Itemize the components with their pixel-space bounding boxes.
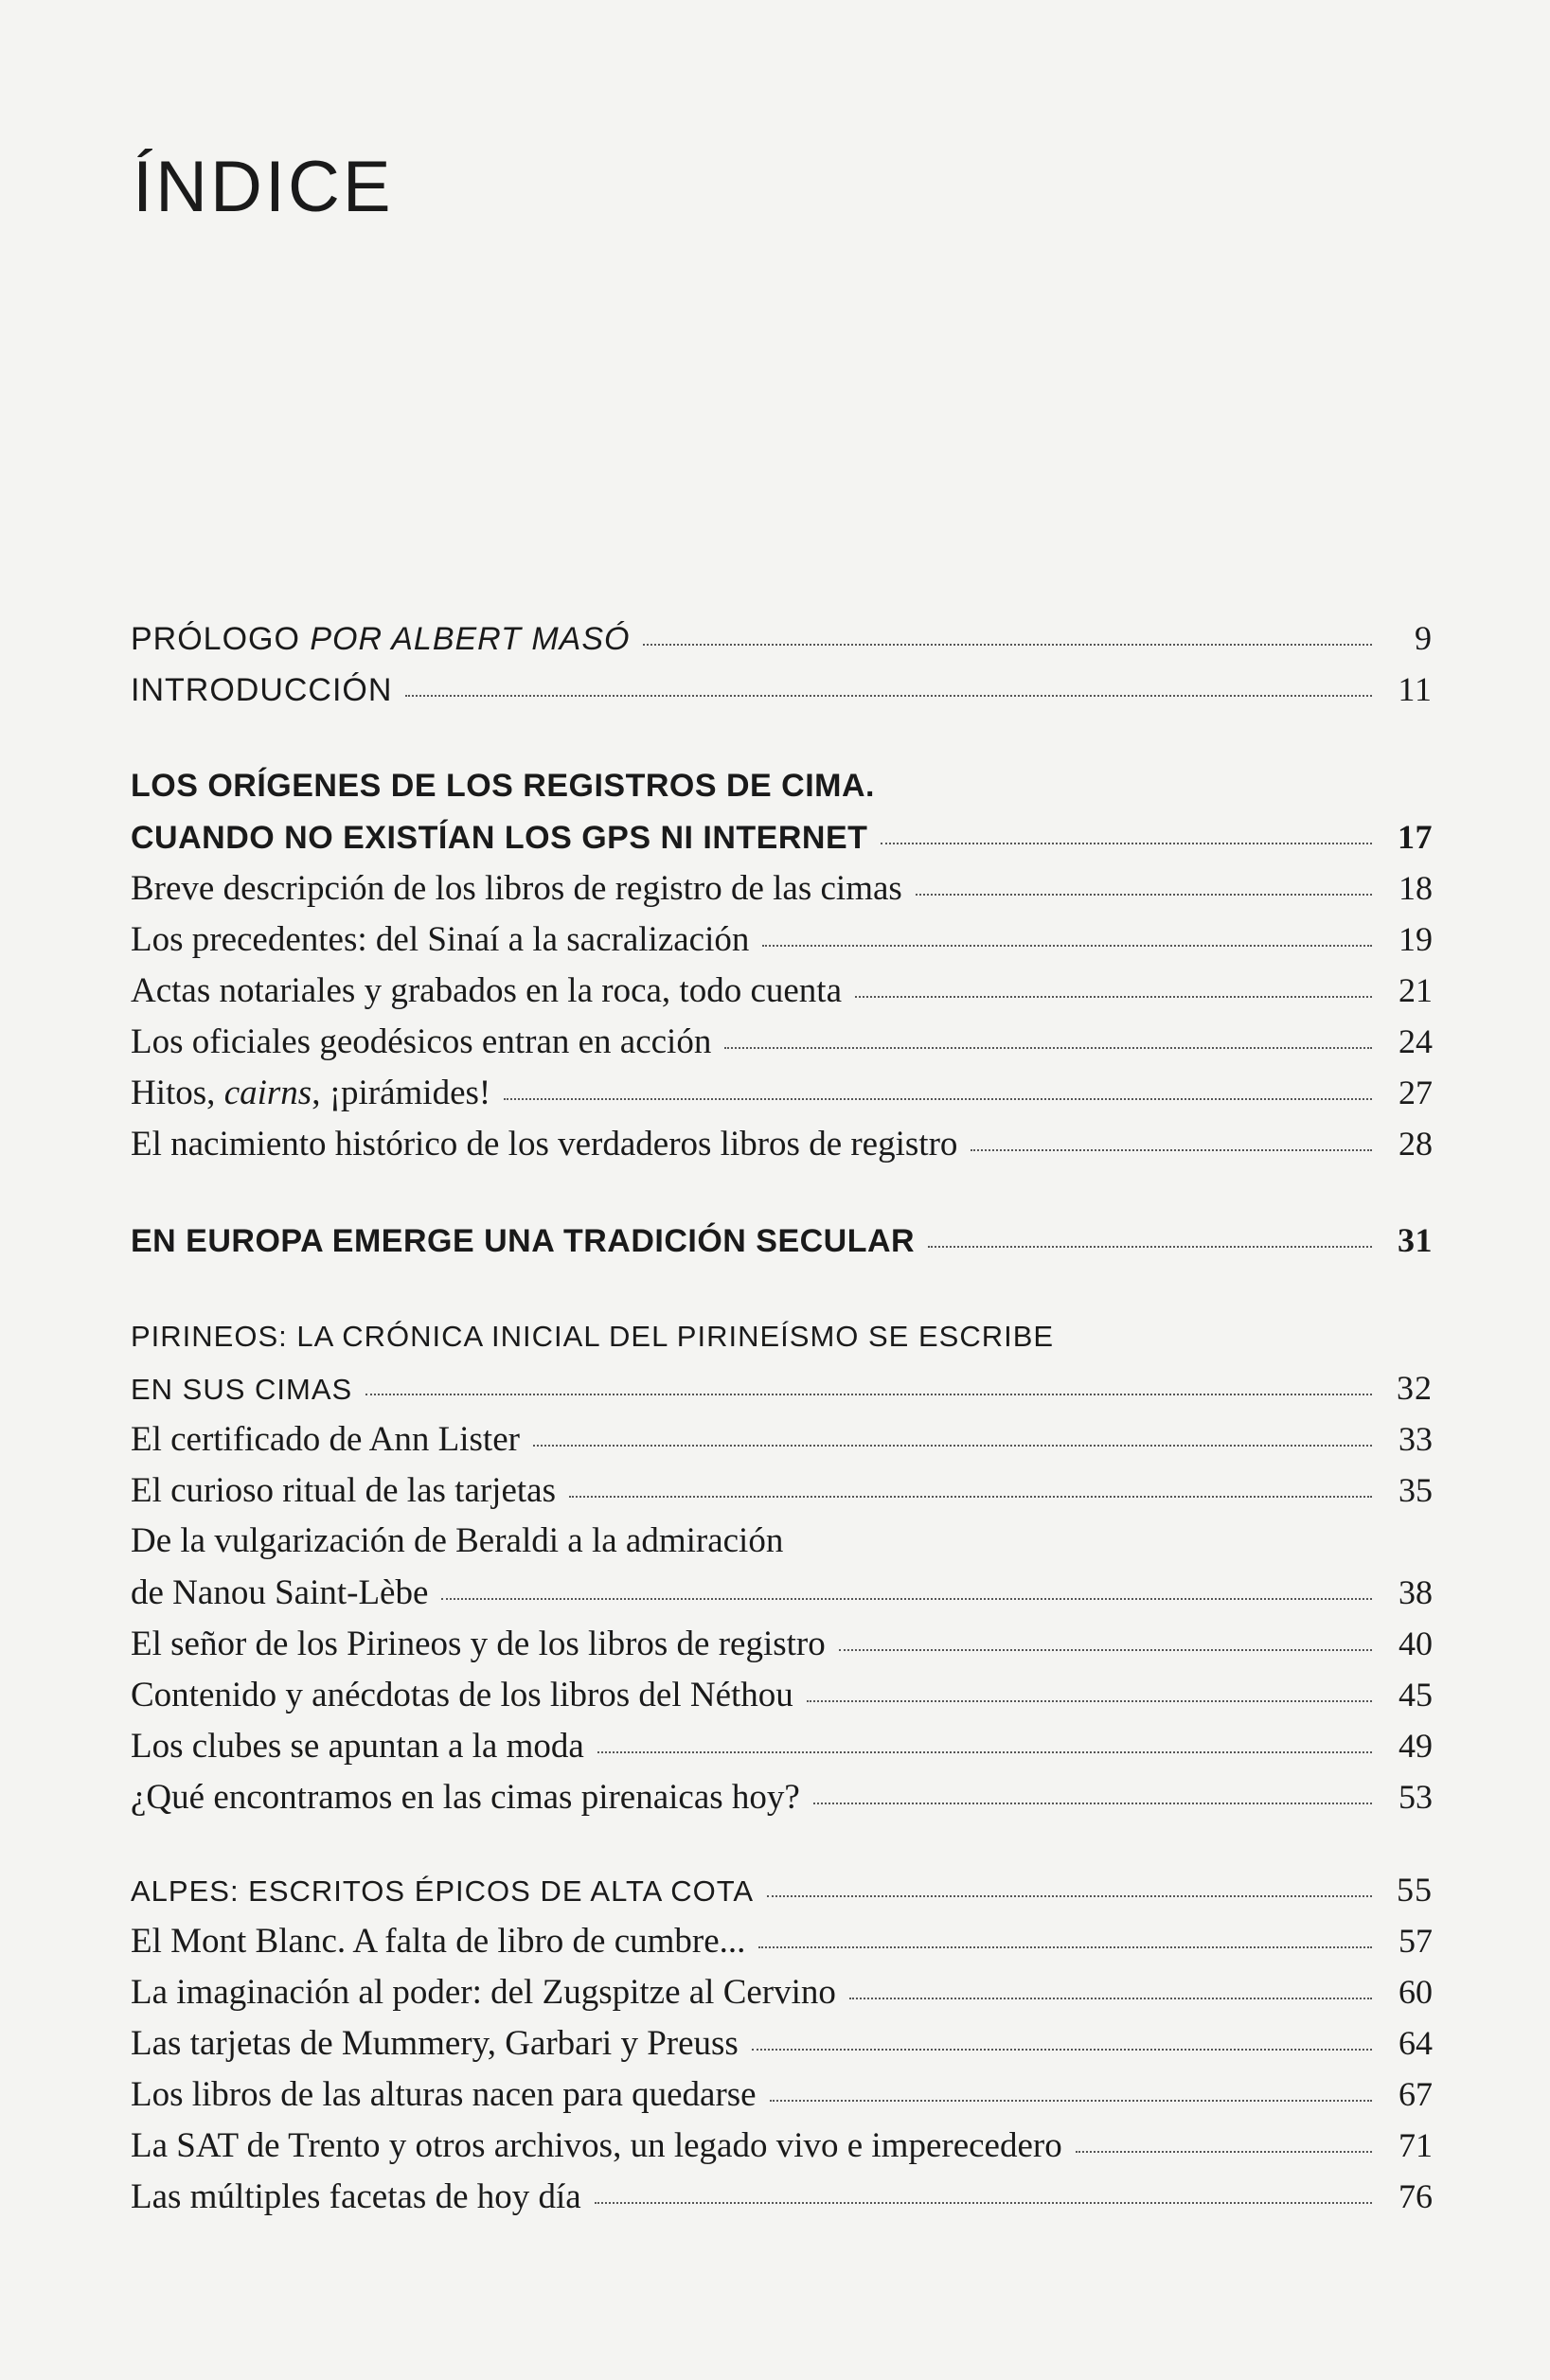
toc-entry-text: La imaginación al poder: del Zugspitze al Cervino (131, 1973, 836, 2012)
toc-entry-text: LOS ORÍGENES DE LOS REGISTROS DE CIMA. (131, 768, 875, 804)
toc-entry (131, 1771, 1433, 1822)
toc-entry-text: INTRODUCCIÓN (131, 672, 393, 708)
dot-leader (405, 695, 1372, 697)
dot-leader (762, 945, 1372, 947)
dot-leader (504, 1098, 1372, 1100)
toc-entry (131, 1067, 1433, 1118)
toc-page-number: 17 (1398, 818, 1433, 856)
toc-page-number: 27 (1399, 1074, 1433, 1111)
toc-entry (131, 965, 1433, 1016)
toc-entry-text-after: , ¡pirámides! (312, 1074, 491, 1112)
toc-chapter-heading (131, 811, 1433, 862)
toc-entry-text: PRÓLOGO (131, 621, 311, 657)
toc-entry-text: El curioso ritual de las tarjetas (131, 1471, 556, 1510)
dot-leader (533, 1445, 1372, 1447)
dot-leader (441, 1598, 1372, 1600)
toc-entry-italic: cairns (223, 1074, 312, 1112)
toc-entry (131, 1720, 1433, 1771)
dot-leader (813, 1803, 1372, 1804)
dot-leader (724, 1047, 1372, 1049)
toc-entry (131, 1413, 1433, 1465)
toc-entry-text: El nacimiento histórico de los verdaderos libros de registro (131, 1125, 958, 1163)
dot-leader (839, 1649, 1372, 1651)
toc-entry (131, 2120, 1433, 2171)
toc-entry (131, 914, 1433, 965)
toc-entry-text: Hitos, (131, 1074, 224, 1112)
toc-page-number: 57 (1399, 1922, 1433, 1960)
dot-leader (758, 1946, 1372, 1948)
toc-entry-text: Las múltiples facetas de hoy día (131, 2177, 581, 2216)
toc-entry (131, 1915, 1433, 1966)
toc-entry-text: El Mont Blanc. A falta de libro de cumbre... (131, 1922, 746, 1961)
toc-entry-text: De la vulgarización de Beraldi a la admiración (131, 1521, 784, 1560)
toc-page-number: 19 (1399, 920, 1433, 958)
toc-page-number: 53 (1399, 1778, 1433, 1816)
toc-section-heading (131, 1311, 1433, 1362)
dot-leader (767, 1895, 1372, 1897)
toc-chapter-heading (131, 1215, 1433, 1266)
toc-entry-text: EN SUS CIMAS (131, 1373, 353, 1406)
toc-entry (131, 1118, 1433, 1169)
toc-entry (131, 1618, 1433, 1669)
dot-leader (807, 1700, 1372, 1702)
dot-leader (849, 1998, 1372, 1999)
dot-leader (928, 1246, 1372, 1248)
toc-entry-text: Los precedentes: del Sinaí a la sacralización (131, 920, 750, 959)
toc-chapter-heading (131, 760, 1433, 811)
toc-page-number: 71 (1399, 2126, 1433, 2164)
toc-entry-text: Los clubes se apuntan a la moda (131, 1727, 584, 1766)
toc-entry-text: Actas notariales y grabados en la roca, todo cuenta (131, 971, 843, 1010)
toc-page-number: 32 (1397, 1369, 1433, 1407)
toc-page-number: 55 (1397, 1871, 1433, 1909)
toc-entry (131, 1465, 1433, 1516)
toc-entry-text: Breve descripción de los libros de registro de las cimas (131, 869, 902, 908)
toc-page-number: 67 (1399, 2075, 1433, 2113)
toc-page-number: 35 (1399, 1471, 1433, 1509)
toc-entry-introduccion (131, 664, 1433, 715)
toc-entry-text: Los oficiales geodésicos entran en acción (131, 1022, 712, 1061)
dot-leader (643, 644, 1372, 646)
toc-page-number: 28 (1399, 1125, 1433, 1163)
dot-leader (855, 996, 1372, 998)
dot-leader (881, 843, 1372, 844)
toc-entry (131, 1669, 1433, 1720)
toc-page-number: 64 (1399, 2024, 1433, 2062)
dot-leader (752, 2049, 1372, 2051)
toc-page-number: 9 (1415, 619, 1433, 657)
toc-entry-text: El certificado de Ann Lister (131, 1420, 520, 1459)
toc-entry-prologo (131, 613, 1433, 664)
toc-entry-text: ¿Qué encontramos en las cimas pirenaicas hoy? (131, 1778, 800, 1817)
toc-entry (131, 2017, 1433, 2069)
toc-entry-text: Contenido y anécdotas de los libros del Néthou (131, 1676, 793, 1714)
toc-section-heading (131, 1362, 1433, 1413)
toc-entry (131, 1567, 1433, 1618)
toc-entry-text: La SAT de Trento y otros archivos, un legado vivo e imperecedero (131, 2126, 1062, 2165)
page-title: ÍNDICE (133, 147, 394, 227)
toc-page-number: 38 (1399, 1573, 1433, 1611)
toc-entry-text: Los libros de las alturas nacen para quedarse (131, 2075, 757, 2114)
toc-page-number: 76 (1399, 2177, 1433, 2215)
toc-entry-author: POR ALBERT MASÓ (310, 621, 631, 657)
toc-entry-text: El señor de los Pirineos y de los libros de registro (131, 1625, 826, 1663)
dot-leader (595, 2202, 1372, 2204)
toc-entry-text: de Nanou Saint-Lèbe (131, 1573, 429, 1612)
toc-entry (131, 1516, 1433, 1567)
dot-leader (770, 2100, 1372, 2102)
toc-section-heading (131, 1864, 1433, 1915)
toc-page-number: 11 (1398, 670, 1433, 708)
toc-entry (131, 2171, 1433, 2222)
dot-leader (1076, 2151, 1372, 2153)
toc-entry-text: EN EUROPA EMERGE UNA TRADICIÓN SECULAR (131, 1223, 916, 1259)
toc-page-number: 45 (1399, 1676, 1433, 1714)
toc-page-number: 18 (1399, 869, 1433, 907)
dot-leader (365, 1394, 1372, 1395)
toc-page-number: 60 (1399, 1973, 1433, 2011)
toc-entry-text: CUANDO NO EXISTÍAN LOS GPS NI INTERNET (131, 820, 868, 856)
toc-page-number: 24 (1399, 1022, 1433, 1060)
toc-page-number: 40 (1399, 1625, 1433, 1662)
toc-entry (131, 862, 1433, 914)
toc-entry-text: ALPES: ESCRITOS ÉPICOS DE ALTA COTA (131, 1874, 755, 1908)
toc-page-number: 33 (1399, 1420, 1433, 1458)
toc-entry (131, 2069, 1433, 2120)
toc-entry-text: PIRINEOS: LA CRÓNICA INICIAL DEL PIRINEÍSMO SE ESCRIBE (131, 1320, 1055, 1353)
dot-leader (916, 894, 1372, 896)
toc-page-number: 21 (1399, 971, 1433, 1009)
toc-entry (131, 1016, 1433, 1067)
toc-page-number: 31 (1398, 1221, 1433, 1259)
dot-leader (569, 1496, 1372, 1498)
dot-leader (971, 1149, 1372, 1151)
toc-page-number: 49 (1399, 1727, 1433, 1765)
dot-leader (597, 1751, 1372, 1753)
toc-entry (131, 1966, 1433, 2017)
toc-entry-text: Las tarjetas de Mummery, Garbari y Preuss (131, 2024, 739, 2063)
table-of-contents (131, 613, 1433, 2222)
